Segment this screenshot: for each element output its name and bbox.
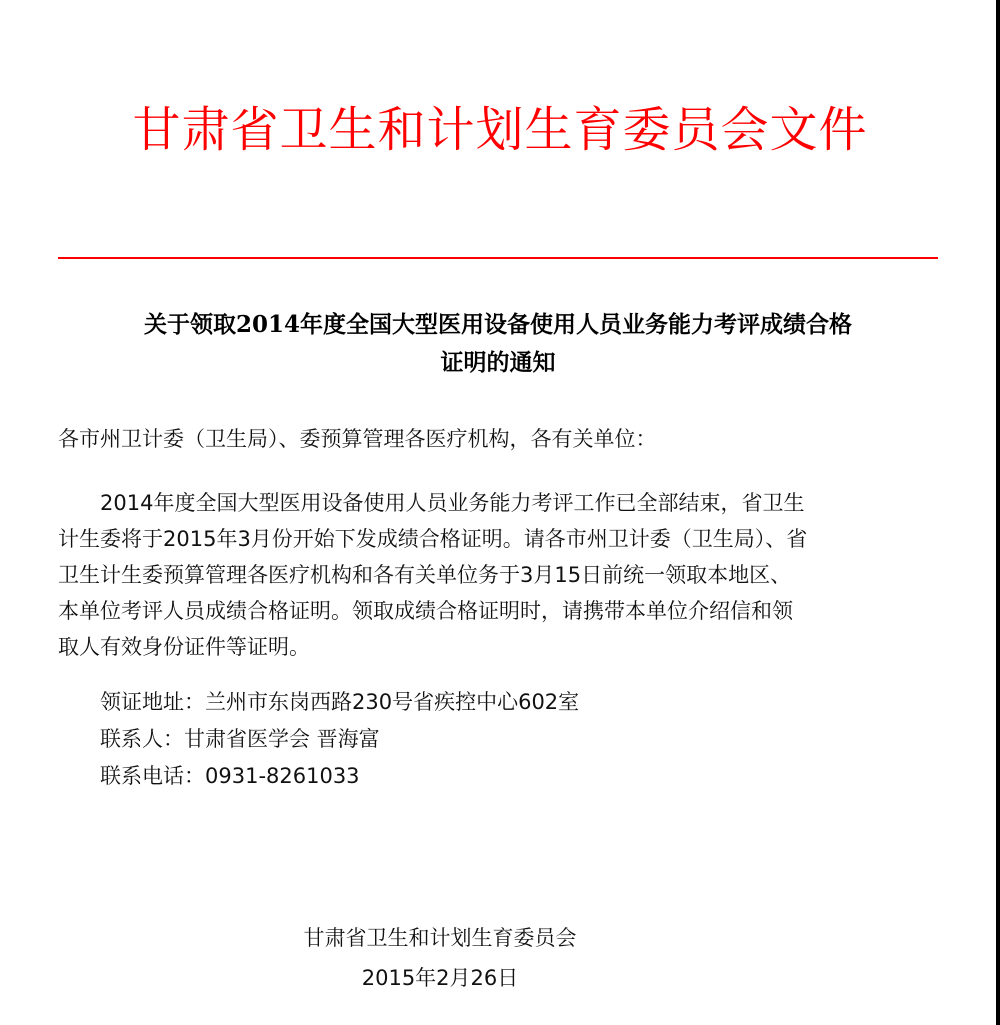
phone-line: 联系电话：0931-8261033 — [100, 764, 360, 788]
header-divider — [58, 257, 938, 259]
body-line-1: 2014年度全国大型医用设备使用人员业务能力考评工作已全部结束，省卫生 — [100, 491, 805, 515]
notice-title-line-1: 关于领取2014年度全国大型医用设备使用人员业务能力考评成绩合格 — [143, 311, 852, 338]
address-line: 领证地址：兰州市东岗西路230号省疾控中心602室 — [100, 690, 580, 714]
page-edge-border — [996, 0, 1000, 1025]
notice-title-line-2: 证明的通知 — [440, 349, 556, 376]
notice-title — [58, 306, 938, 382]
body-line-2: 计生委将于2015年3月份开始下发成绩合格证明。请各市州卫计委（卫生局）、省 — [58, 527, 808, 551]
body-line-5: 取人有效身份证件等证明。 — [58, 635, 310, 659]
contact-person-line: 联系人：甘肃省医学会 晋海富 — [100, 727, 380, 751]
salutation: 各市州卫计委（卫生局）、委预算管理各医疗机构，各有关单位： — [58, 427, 657, 451]
signature-block — [250, 918, 630, 998]
contact-info — [100, 684, 579, 795]
issuer-name: 甘肃省卫生和计划生育委员会 — [303, 926, 577, 950]
body-line-3: 卫生计生委预算管理各医疗机构和各有关单位务于3月15日前统一领取本地区、 — [58, 563, 792, 587]
body-paragraph — [58, 485, 943, 665]
document-header: 甘肃省卫生和计划生育委员会文件 — [132, 102, 868, 158]
body-line-4: 本单位考评人员成绩合格证明。领取成绩合格证明时，请携带本单位介绍信和领 — [58, 599, 793, 623]
issue-date: 2015年2月26日 — [361, 966, 519, 990]
